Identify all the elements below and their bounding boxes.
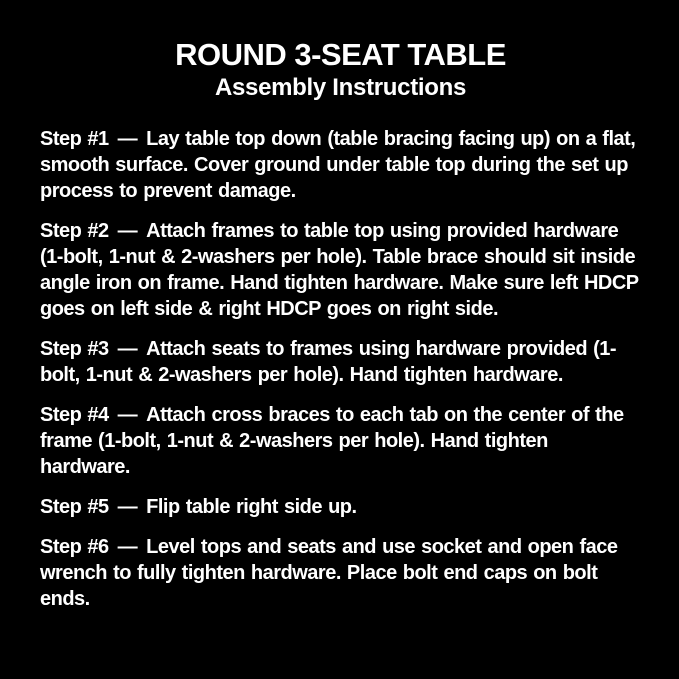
- step-separator: —: [117, 496, 138, 518]
- steps-list: [40, 126, 641, 612]
- step-label: Step #4: [40, 404, 109, 426]
- step-text: Level tops and seats and use socket and open face wrench to fully tighten hardware. Place bolt end caps on bolt ends.: [40, 536, 618, 610]
- step-separator: —: [117, 220, 138, 242]
- step-text: Flip table right side up.: [146, 496, 357, 518]
- step-paragraph: [40, 218, 641, 322]
- step-text: Lay table top down (table bracing facing up) on a flat, smooth surface. Cover ground under table top during the set up process to prevent damage.: [40, 128, 636, 202]
- step-separator: —: [117, 338, 138, 360]
- step-paragraph: [40, 494, 641, 520]
- step-label: Step #1: [40, 128, 109, 150]
- step-label: Step #5: [40, 496, 109, 518]
- step-label: Step #3: [40, 338, 109, 360]
- step-separator: —: [117, 404, 138, 426]
- step-label: Step #2: [40, 220, 109, 242]
- step-label: Step #6: [40, 536, 109, 558]
- step-paragraph: [40, 534, 641, 612]
- step-text: Attach frames to table top using provided hardware (1-bolt, 1-nut & 2-washers per hole). Table brace should sit inside angle iron on frame. Hand tighten hardware. Make sure left HDCP goes on left side & right HDCP goes on right side.: [40, 220, 639, 320]
- step-separator: —: [117, 128, 138, 150]
- step-text: Attach cross braces to each tab on the center of the frame (1-bolt, 1-nut & 2-washers per hole). Hand tighten hardware.: [40, 404, 624, 478]
- page-title: ROUND 3-SEAT TABLE: [175, 37, 506, 72]
- step-paragraph: [40, 402, 641, 480]
- step-text: Attach seats to frames using hardware provided (1-bolt, 1-nut & 2-washers per hole). Hand tighten hardware.: [40, 338, 617, 386]
- step-paragraph: [40, 126, 641, 204]
- step-paragraph: [40, 336, 641, 388]
- page-subtitle: Assembly Instructions: [214, 74, 467, 101]
- step-separator: —: [117, 536, 138, 558]
